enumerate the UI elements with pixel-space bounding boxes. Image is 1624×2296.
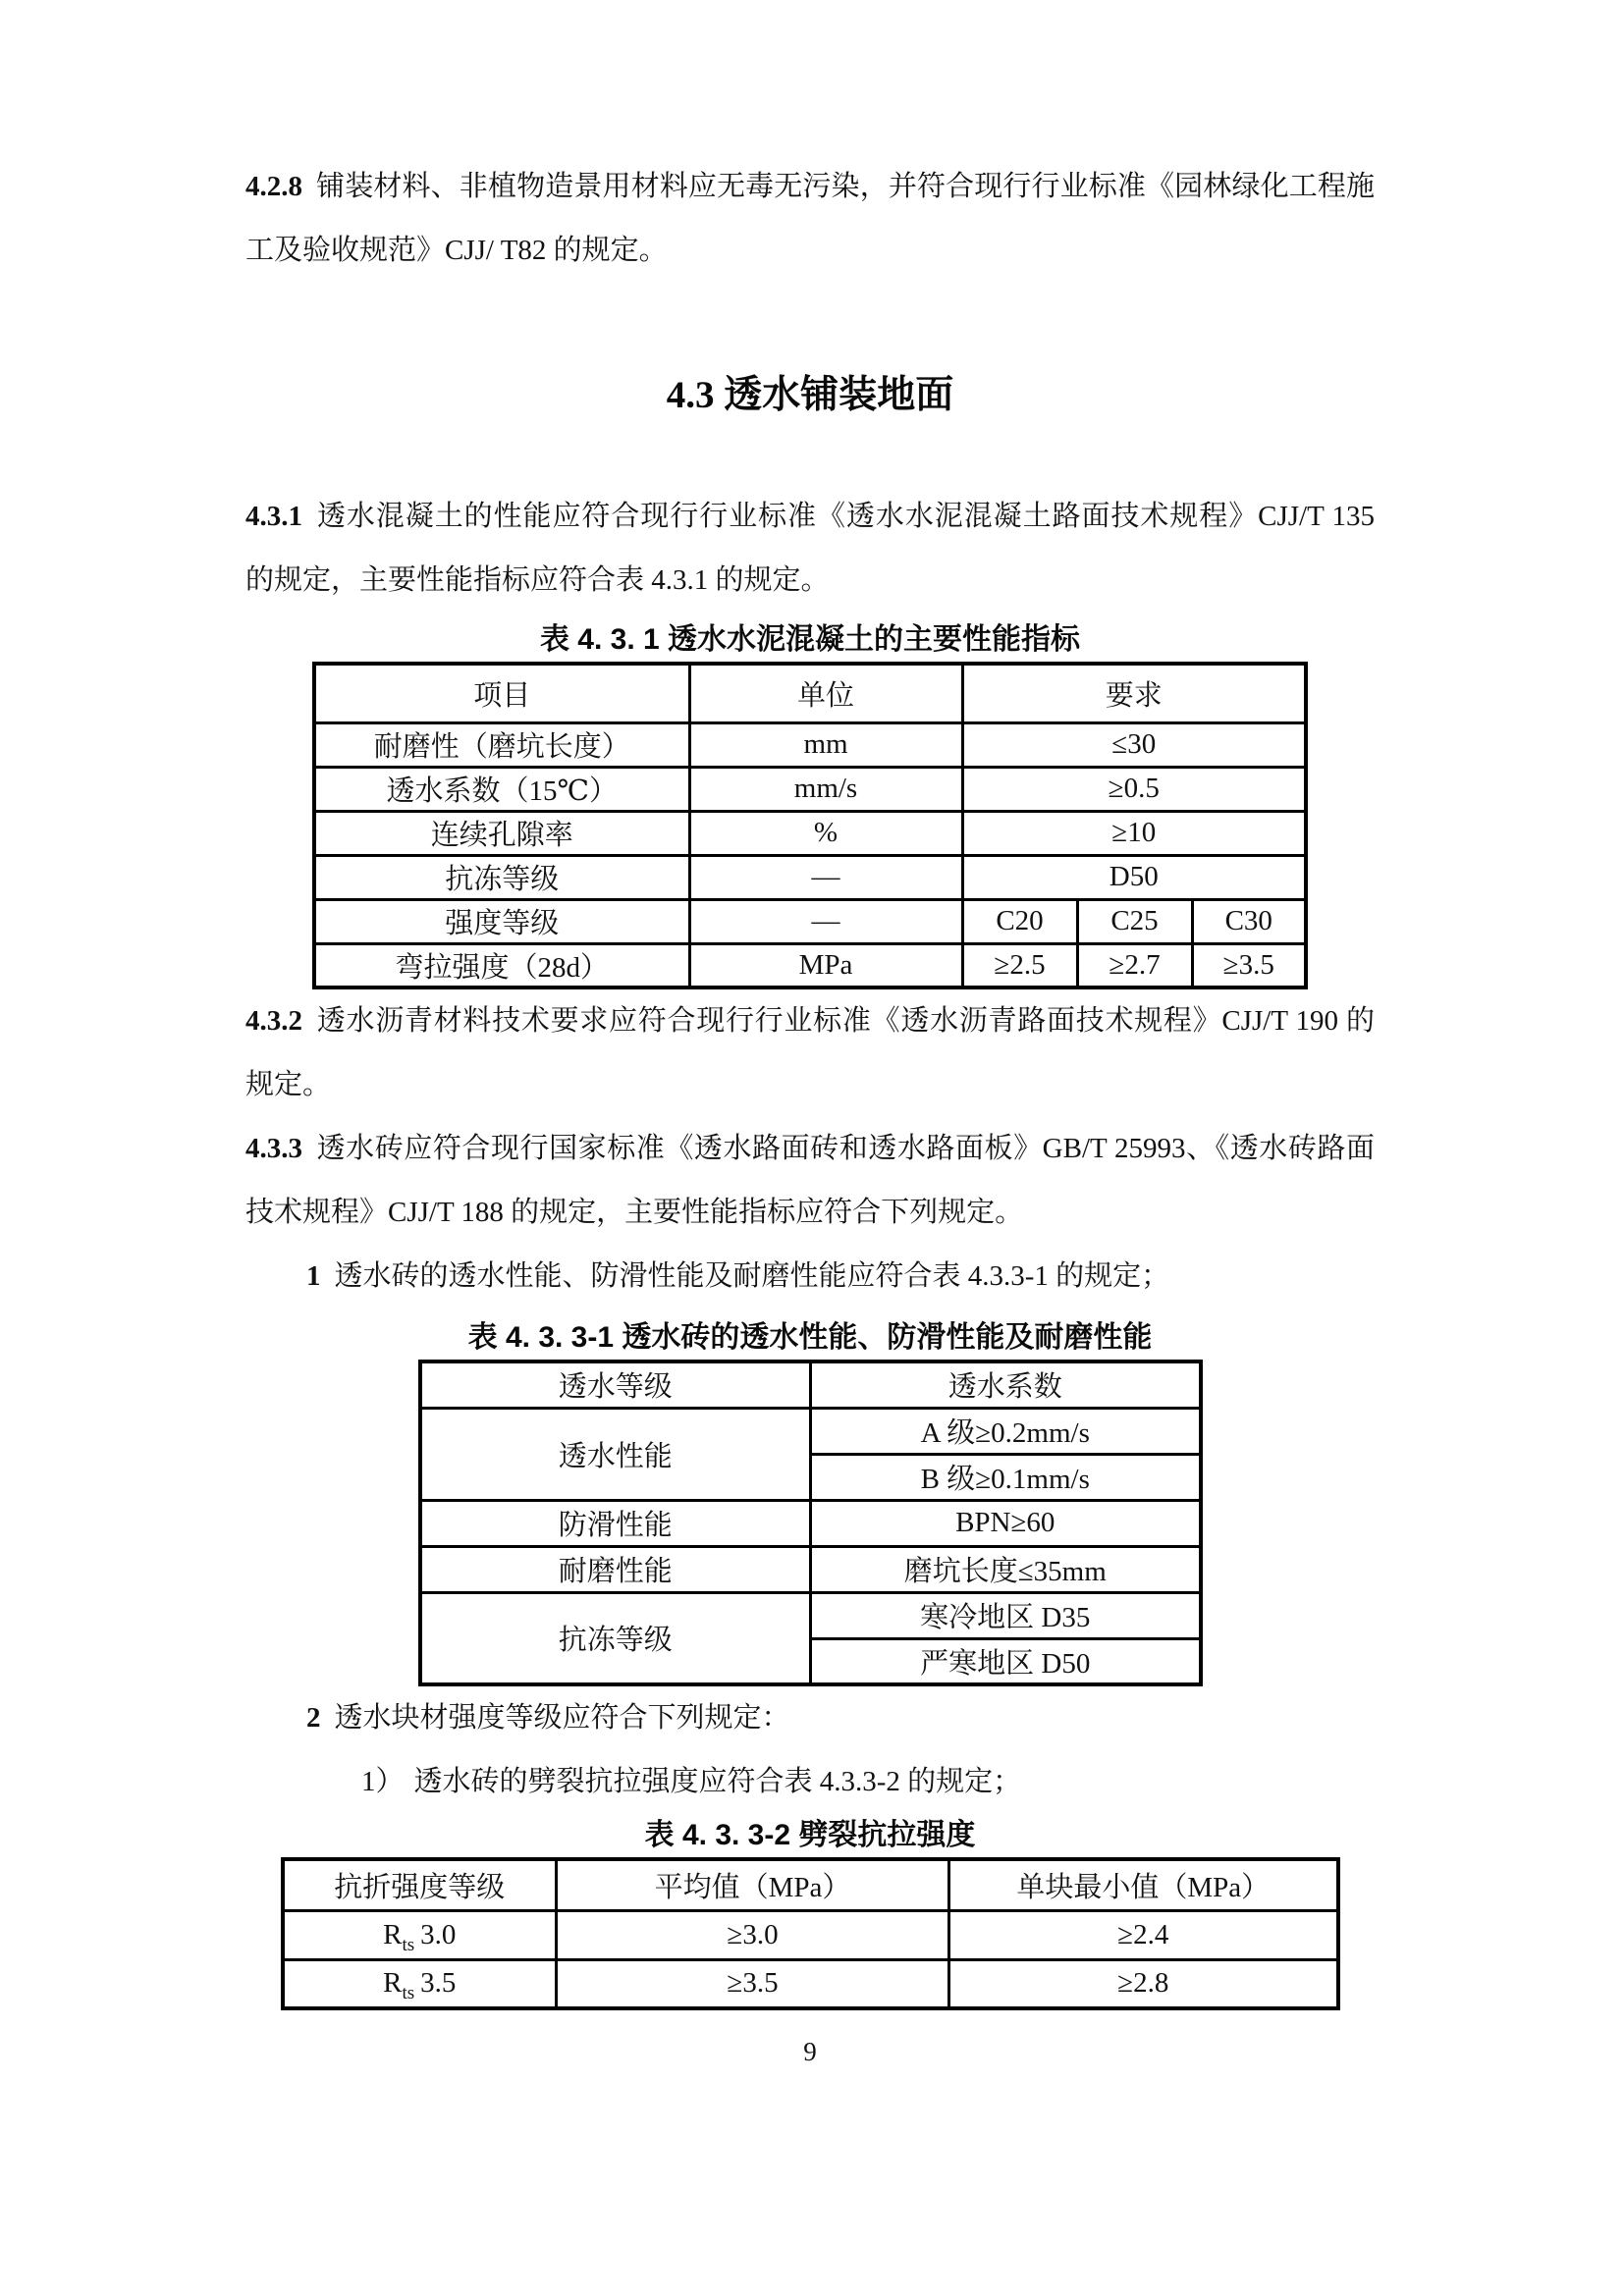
- clause-number: 4.2.8: [245, 171, 302, 202]
- table-cell: 弯拉强度（28d）: [314, 943, 689, 988]
- table-header-row: [314, 664, 1306, 722]
- clause-text: 透水沥青材料技术要求应符合现行行业标准《透水沥青路面技术规程》CJJ/T 190 的规定。: [245, 1005, 1375, 1100]
- table-cell: C20: [962, 899, 1077, 943]
- table-cell: [283, 1959, 557, 2008]
- table-cell: ≥10: [962, 811, 1306, 855]
- table-row: [314, 767, 1306, 811]
- table-cell: —: [689, 855, 962, 899]
- table-cell: C25: [1077, 899, 1192, 943]
- table-cell: 耐磨性能: [420, 1546, 811, 1592]
- column-header: 平均值（MPa）: [557, 1859, 949, 1910]
- table-cell: 寒冷地区 D35: [811, 1592, 1201, 1638]
- table-cell: ≥3.5: [557, 1959, 949, 2008]
- table-cell: ≥0.5: [962, 767, 1306, 811]
- table-row: [420, 1546, 1201, 1592]
- table-cell: mm/s: [689, 767, 962, 811]
- table-row: [420, 1500, 1201, 1546]
- table-row: [314, 899, 1306, 943]
- clause-number: 4.3.1: [245, 501, 302, 532]
- table-cell: mm: [689, 722, 962, 767]
- table-4-3-3-2-caption: 表 4. 3. 3-2 劈裂抗拉强度: [644, 1819, 976, 1851]
- column-header: 项目: [314, 664, 689, 722]
- column-header: 单位: [689, 664, 962, 722]
- table-4-3-1-caption: 表 4. 3. 1 透水水泥混凝土的主要性能指标: [539, 623, 1081, 656]
- table-header-row: [420, 1362, 1201, 1408]
- table-cell: C30: [1192, 899, 1306, 943]
- clause-text: 铺装材料、非植物造景用材料应无毒无污染，并符合现行行业标准《园林绿化工程施工及验收规范》CJJ/ T82 的规定。: [245, 171, 1375, 266]
- list-item-text: 透水砖的劈裂抗拉强度应符合表 4.3.3-2 的规定；: [413, 1766, 1022, 1797]
- table-header-row: [283, 1859, 1338, 1910]
- list-item-text: 透水块材强度等级应符合下列规定：: [334, 1702, 790, 1734]
- table-cell: 透水系数（15℃）: [314, 767, 689, 811]
- table-4-3-1: [312, 662, 1308, 989]
- table-row: [314, 943, 1306, 988]
- table-cell: MPa: [689, 943, 962, 988]
- list-item-number: 2: [306, 1702, 321, 1734]
- grade-prefix: R: [383, 1918, 403, 1950]
- grade-prefix: R: [383, 1967, 403, 2000]
- table-cell: ≥2.7: [1077, 943, 1192, 988]
- list-item-2-1: [245, 1750, 1375, 1814]
- section-heading: 4.3 透水铺装地面: [666, 374, 954, 416]
- table-cell: B 级≥0.1mm/s: [811, 1454, 1201, 1500]
- clause-text: 透水混凝土的性能应符合现行行业标准《透水水泥混凝土路面技术规程》CJJ/T 135 的规定，主要性能指标应符合表 4.3.1 的规定。: [245, 501, 1375, 596]
- table-row: [283, 1910, 1338, 1959]
- table-row: [314, 855, 1306, 899]
- table-cell: 严寒地区 D50: [811, 1638, 1201, 1684]
- table-4-3-3-1: [418, 1360, 1203, 1686]
- table-cell: —: [689, 899, 962, 943]
- clause-number: 4.3.2: [245, 1005, 302, 1037]
- table-cell: D50: [962, 855, 1306, 899]
- column-header: 透水等级: [420, 1362, 811, 1408]
- table-row: [314, 722, 1306, 767]
- clause-4-2-8: [245, 155, 1375, 283]
- column-header: 要求: [962, 664, 1306, 722]
- grade-subscript: ts: [402, 1983, 415, 2004]
- table-row: [314, 811, 1306, 855]
- clause-4-3-2: [245, 989, 1375, 1117]
- clause-4-3-1: [245, 485, 1375, 613]
- column-header: 抗折强度等级: [283, 1859, 557, 1910]
- table-cell: 耐磨性（磨坑长度）: [314, 722, 689, 767]
- list-item-number: 1）: [361, 1766, 405, 1797]
- table-4-3-3-2: [281, 1857, 1340, 2010]
- page-number: 9: [803, 2037, 817, 2066]
- table-cell: 磨坑长度≤35mm: [811, 1546, 1201, 1592]
- column-header: 透水系数: [811, 1362, 1201, 1408]
- table-cell: ≥3.0: [557, 1910, 949, 1959]
- table-cell: 抗冻等级: [420, 1592, 811, 1684]
- table-cell: A 级≥0.2mm/s: [811, 1408, 1201, 1454]
- list-item-text: 透水砖的透水性能、防滑性能及耐磨性能应符合表 4.3.3-1 的规定；: [334, 1260, 1170, 1292]
- list-item-1: [245, 1245, 1375, 1308]
- grade-subscript: ts: [402, 1934, 415, 1955]
- list-item-number: 1: [306, 1260, 321, 1292]
- table-cell: 透水性能: [420, 1408, 811, 1500]
- table-row: [420, 1408, 1201, 1454]
- table-cell: 抗冻等级: [314, 855, 689, 899]
- table-row: [420, 1592, 1201, 1638]
- table-cell: ≤30: [962, 722, 1306, 767]
- grade-value: 3.5: [420, 1967, 457, 2000]
- table-cell: 防滑性能: [420, 1500, 811, 1546]
- table-cell: BPN≥60: [811, 1500, 1201, 1546]
- clause-text: 透水砖应符合现行国家标准《透水路面砖和透水路面板》GB/T 25993、《透水砖路面技术规程》CJJ/T 188 的规定，主要性能指标应符合下列规定。: [245, 1133, 1375, 1228]
- table-cell: ≥2.8: [949, 1959, 1338, 2008]
- table-4-3-3-1-caption: 表 4. 3. 3-1 透水砖的透水性能、防滑性能及耐磨性能: [467, 1321, 1153, 1354]
- clause-4-3-3: [245, 1117, 1375, 1245]
- table-cell: %: [689, 811, 962, 855]
- column-header: 单块最小值（MPa）: [949, 1859, 1338, 1910]
- list-item-2: [245, 1686, 1375, 1750]
- table-cell: [283, 1910, 557, 1959]
- table-cell: ≥2.5: [962, 943, 1077, 988]
- table-cell: 连续孔隙率: [314, 811, 689, 855]
- table-cell: ≥3.5: [1192, 943, 1306, 988]
- table-cell: ≥2.4: [949, 1910, 1338, 1959]
- table-row: [283, 1959, 1338, 2008]
- clause-number: 4.3.3: [245, 1133, 302, 1164]
- grade-value: 3.0: [420, 1918, 457, 1950]
- table-cell: 强度等级: [314, 899, 689, 943]
